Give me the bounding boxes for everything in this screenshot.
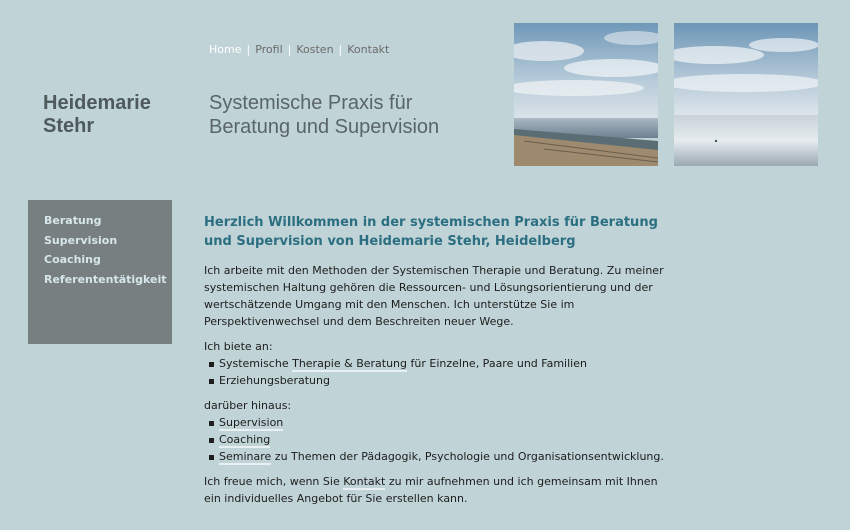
offer-intro: Ich biete an:: [204, 340, 273, 353]
nav-separator: |: [338, 43, 343, 56]
beach-photo-left: [514, 23, 658, 166]
nav-kontakt-link[interactable]: Kontakt: [347, 43, 390, 56]
top-navigation: [209, 43, 389, 56]
supervision-link[interactable]: Supervision: [219, 416, 284, 429]
list-item: [204, 448, 674, 465]
site-tagline: [209, 91, 499, 139]
nav-profil-link[interactable]: Profil: [255, 43, 283, 56]
list-item: [204, 355, 674, 372]
therapie-beratung-link[interactable]: Therapie & Beratung: [292, 357, 408, 370]
also3-text-post: zu Themen der Pädagogik, Psychologie und Organisationsentwicklung.: [271, 450, 664, 463]
sidebar-item-coaching[interactable]: Coaching: [44, 253, 101, 266]
sidebar-item-beratung[interactable]: Beratung: [44, 214, 102, 227]
list-item: [204, 431, 674, 448]
also-list: [204, 414, 674, 465]
welcome-heading: Herzlich Willkommen in der systemischen Praxis für Beratung und Supervision von Heidemarie Stehr, Heidelberg: [204, 215, 658, 249]
offer-list: [204, 355, 674, 389]
offer1-text-post: für Einzelne, Paare und Familien: [407, 357, 587, 370]
beach-photo-right: [674, 23, 818, 166]
nav-separator: |: [287, 43, 292, 56]
closing-paragraph: [204, 473, 674, 507]
name-last: Stehr: [43, 115, 95, 137]
tagline-line-1: Systemische Praxis für: [209, 92, 413, 114]
site-owner-name: [43, 92, 183, 138]
sidebar-item-referententaetigkeit[interactable]: Referententätigkeit: [44, 272, 167, 286]
name-first: Heidemarie: [43, 92, 151, 114]
closing-text-post: zu mir aufnehmen und ich gemeinsam mit Ihnen ein individuelles Angebot für Sie erstellen kann.: [204, 475, 658, 505]
also-intro: darüber hinaus:: [204, 399, 292, 412]
closing-text-pre: Ich freue mich, wenn Sie: [204, 475, 344, 488]
nav-home-link[interactable]: Home: [209, 43, 242, 56]
sidebar-navigation: [28, 200, 172, 344]
sidebar-item-supervision[interactable]: Supervision: [44, 233, 118, 247]
list-item: [204, 414, 674, 431]
list-item: [204, 372, 674, 389]
offer1-text-pre: Systemische: [219, 357, 293, 370]
intro-paragraph: Ich arbeite mit den Methoden der Systemischen Therapie und Beratung. Zu meiner systemischen Haltung gehören die Ressourcen- und Lösungsorientierung und der wertschätzende Umgang mit den Menschen. Ich unterstütze Sie im Perspektivenwechsel und dem Beschreiten neuer Wege.: [204, 264, 664, 328]
coaching-link[interactable]: Coaching: [219, 433, 271, 446]
offer2-text: Erziehungsberatung: [219, 374, 330, 387]
nav-kosten-link[interactable]: Kosten: [296, 43, 334, 56]
kontakt-link[interactable]: Kontakt: [343, 475, 386, 488]
main-content: [204, 213, 674, 515]
nav-separator: |: [246, 43, 251, 56]
tagline-line-2: Beratung und Supervision: [209, 116, 440, 138]
seminare-link[interactable]: Seminare: [219, 450, 272, 463]
